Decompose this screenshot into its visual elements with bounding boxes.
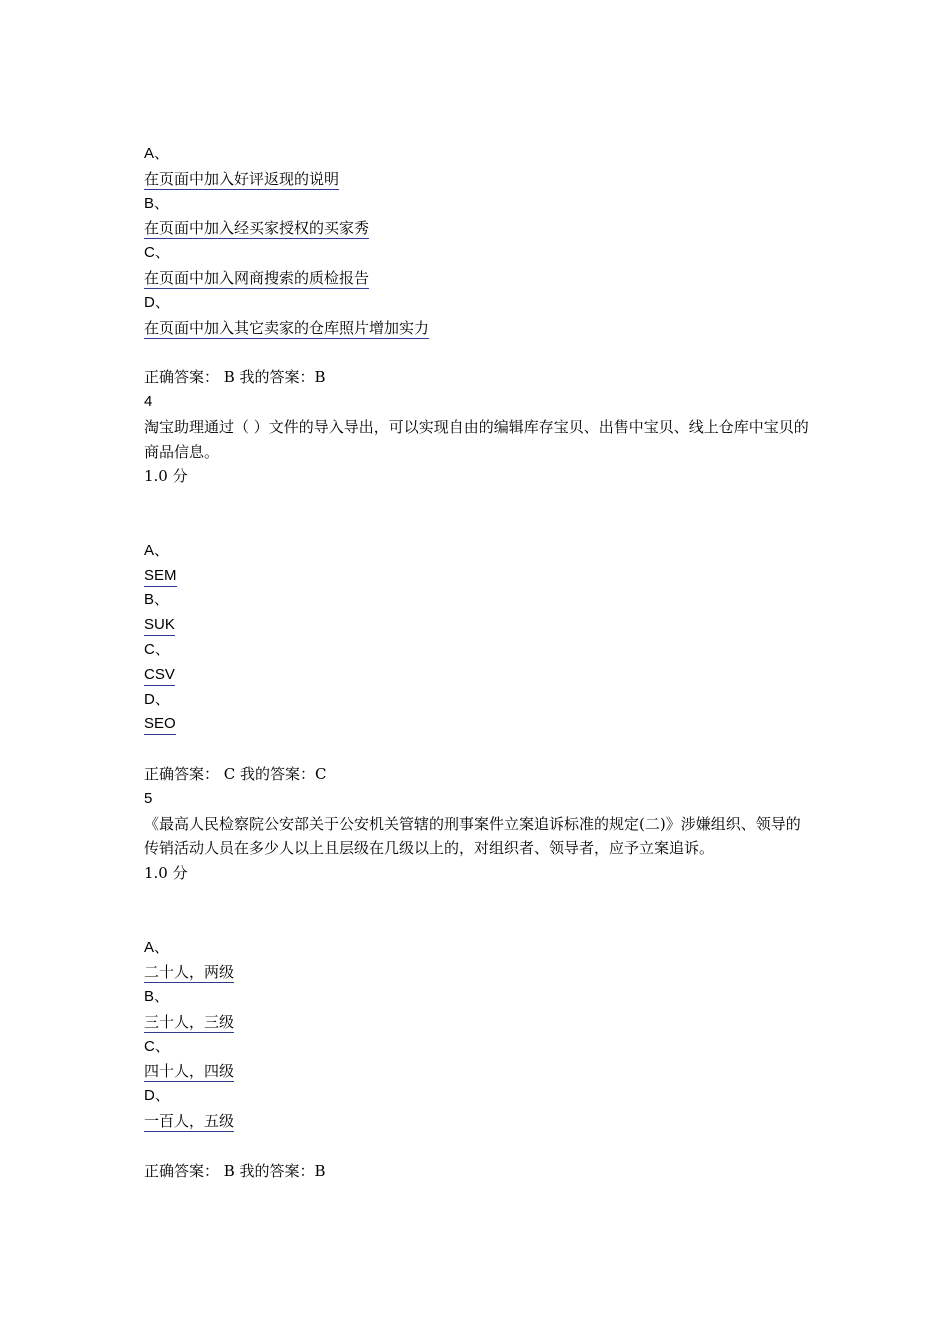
option-letter-a: A、 — [144, 541, 170, 559]
question-5-options — [144, 936, 814, 1134]
question-4-options — [144, 539, 814, 737]
answer-line-3: 正确答案： B 我的答案：B — [144, 368, 326, 387]
option-letter-d: D、 — [144, 293, 170, 311]
question-5-number: 5 — [144, 789, 153, 807]
question-4-text: 淘宝助理通过（ ）文件的导入导出，可以实现自由的编辑库存宝贝、出售中宝贝、线上仓库中宝贝的商品信息。 — [144, 417, 809, 461]
question-4-score: 1.0 分 — [144, 467, 188, 486]
question-4-number: 4 — [144, 392, 153, 410]
question-3-options — [144, 142, 814, 340]
option-c-text[interactable]: 四十人，四级 — [144, 1062, 235, 1081]
option-b-text[interactable]: 在页面中加入经买家授权的买家秀 — [144, 219, 370, 238]
option-letter-c: C、 — [144, 1037, 170, 1055]
question-5-score: 1.0 分 — [144, 864, 188, 883]
option-letter-a: A、 — [144, 938, 170, 956]
option-letter-a: A、 — [144, 145, 170, 162]
option-letter-b: B、 — [144, 591, 170, 609]
option-c-text[interactable]: 在页面中加入网商搜索的质检报告 — [144, 268, 370, 287]
answer-line-5: 正确答案： B 我的答案：B — [144, 1161, 326, 1180]
document-page — [144, 142, 814, 1183]
answer-line-4: 正确答案： C 我的答案：C — [144, 764, 327, 783]
option-letter-d: D、 — [144, 690, 170, 708]
option-d-text[interactable]: 一百人，五级 — [144, 1112, 235, 1131]
option-d-text[interactable]: 在页面中加入其它卖家的仓库照片增加实力 — [144, 318, 430, 337]
option-d-text[interactable]: SEO — [144, 714, 176, 735]
question-5-text: 《最高人民检察院公安部关于公安机关管辖的刑事案件立案追诉标准的规定(二)》涉嫌组织、领导的传销活动人员在多少人以上且层级在几级以上的，对组织者、领导者，应予立案追诉。 — [144, 814, 801, 858]
option-letter-c: C、 — [144, 244, 170, 262]
option-a-text[interactable]: 二十人，两级 — [144, 963, 235, 982]
option-b-text[interactable]: SUK — [144, 615, 175, 636]
option-letter-b: B、 — [144, 194, 170, 212]
option-letter-b: B、 — [144, 988, 170, 1006]
option-letter-d: D、 — [144, 1087, 170, 1105]
option-c-text[interactable]: CSV — [144, 665, 175, 686]
option-a-text[interactable]: 在页面中加入好评返现的说明 — [144, 169, 340, 188]
option-a-text[interactable]: SEM — [144, 566, 177, 587]
option-b-text[interactable]: 三十人，三级 — [144, 1012, 235, 1031]
option-letter-c: C、 — [144, 640, 170, 658]
